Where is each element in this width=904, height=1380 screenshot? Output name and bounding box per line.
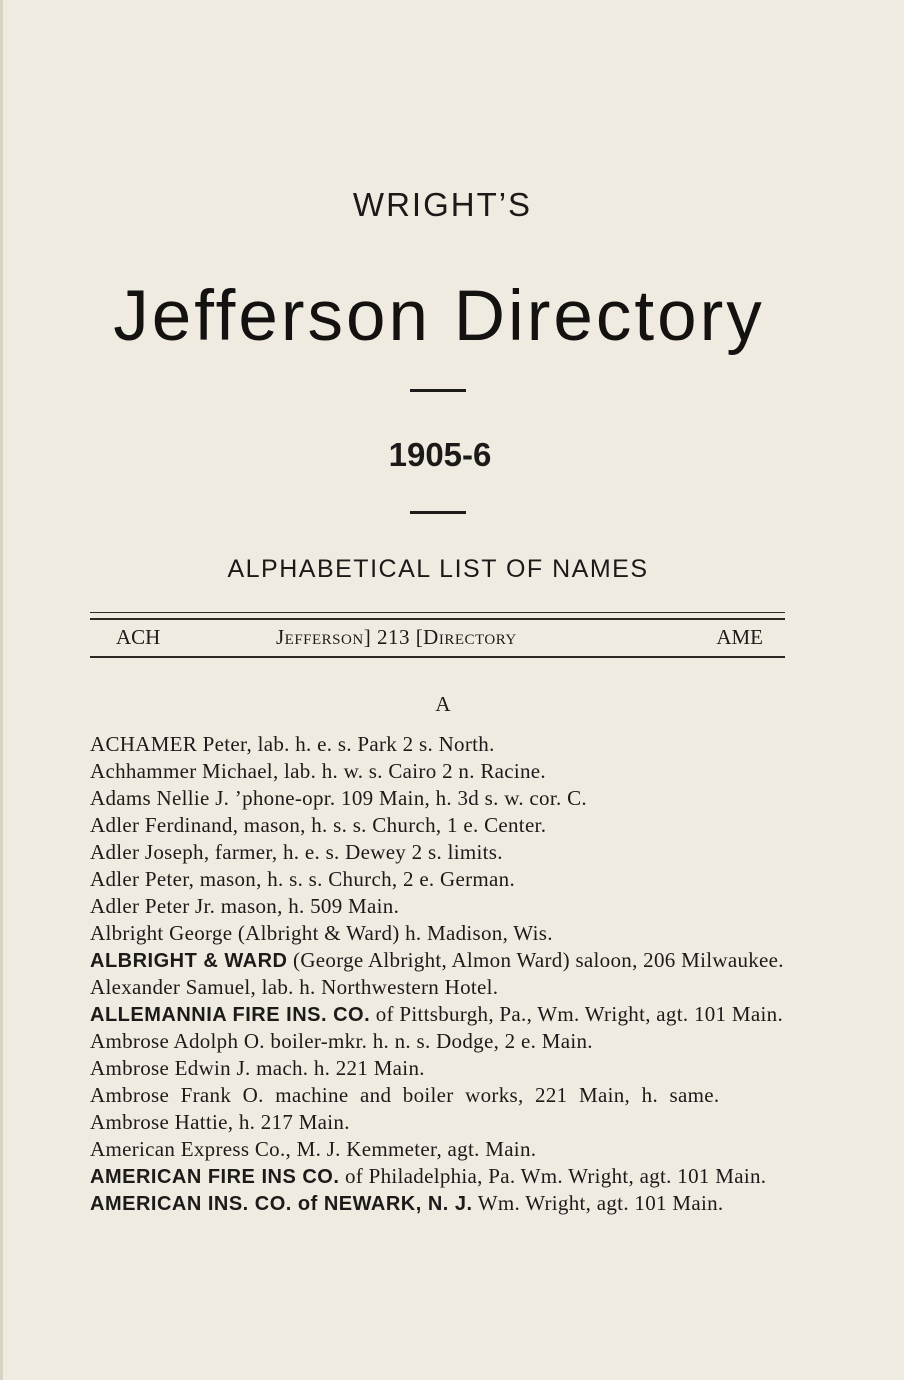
entry-text: Achhammer Michael, lab. h. w. s. Cairo 2 n. Racine.	[90, 759, 546, 783]
publisher-name: WRIGHT’S	[352, 186, 533, 223]
section-letter: A	[435, 692, 451, 716]
directory-entry	[90, 866, 786, 893]
entry-text: of Pittsburgh, Pa., Wm. Wright, agt. 101 Main.	[370, 1002, 783, 1026]
year-divider	[410, 511, 466, 514]
header-rule-top	[90, 612, 785, 613]
directory-entry	[90, 1109, 786, 1136]
entry-text: Adler Peter Jr. mason, h. 509 Main.	[90, 894, 400, 918]
list-subtitle: ALPHABETICAL LIST OF NAMES	[227, 555, 649, 583]
entry-text: Adler Joseph, farmer, h. e. s. Dewey 2 s. limits.	[90, 840, 503, 864]
entry-bold-name: AMERICAN FIRE INS CO.	[90, 1166, 340, 1188]
entry-text: of Philadelphia, Pa. Wm. Wright, agt. 101 Main.	[339, 1164, 767, 1188]
entry-text: Ambrose Edwin J. mach. h. 221 Main.	[90, 1056, 425, 1080]
directory-entry	[90, 1028, 786, 1055]
entry-text: Albright George (Albright & Ward) h. Madison, Wis.	[90, 921, 553, 945]
entry-text: Wm. Wright, agt. 101 Main.	[472, 1191, 724, 1215]
directory-entry	[90, 1163, 786, 1190]
running-head-title-page: Jefferson] 213 [Directory	[276, 625, 517, 649]
header-rule-bottom	[90, 656, 785, 658]
running-head-first-entry: ACH	[116, 625, 161, 649]
directory-entry	[90, 920, 786, 947]
running-head-last-entry: AME	[716, 625, 763, 649]
entry-text: Ambrose Frank O. machine and boiler works, 221 Main, h. same.	[90, 1083, 720, 1107]
entry-bold-name: ALLEMANNIA FIRE INS. CO.	[90, 1004, 371, 1026]
directory-entry	[90, 785, 786, 812]
book-title: Jefferson Directory	[113, 277, 765, 356]
edition-year: 1905-6	[388, 436, 492, 473]
entry-bold-name: ALBRIGHT & WARD	[90, 950, 288, 972]
directory-entry	[90, 758, 786, 785]
entry-text: Alexander Samuel, lab. h. Northwestern Hotel.	[90, 975, 499, 999]
directory-entry	[90, 893, 786, 920]
directory-entry	[90, 974, 786, 1001]
directory-entry	[90, 1082, 786, 1109]
entry-text: American Express Co., M. J. Kemmeter, agt. Main.	[90, 1137, 537, 1161]
header-rule-second	[90, 618, 785, 620]
entry-text: ACHAMER Peter, lab. h. e. s. Park 2 s. North.	[90, 732, 495, 756]
entry-text: Adler Peter, mason, h. s. s. Church, 2 e. German.	[90, 867, 516, 891]
directory-entry	[90, 1136, 786, 1163]
directory-entry	[90, 812, 786, 839]
running-head	[90, 625, 785, 651]
entry-bold-name: AMERICAN INS. CO. of NEWARK, N. J.	[90, 1193, 473, 1215]
entry-text: Adler Ferdinand, mason, h. s. s. Church, 1 e. Center.	[90, 813, 547, 837]
entry-text: Ambrose Adolph O. boiler-mkr. h. n. s. Dodge, 2 e. Main.	[90, 1029, 593, 1053]
directory-entry	[90, 1001, 786, 1028]
entry-text: Adams Nellie J. ’phone-opr. 109 Main, h. 3d s. w. cor. C.	[90, 786, 587, 810]
title-divider	[410, 389, 466, 392]
directory-entry	[90, 1190, 786, 1217]
directory-entry	[90, 947, 786, 974]
directory-entry	[90, 1055, 786, 1082]
entry-text: (George Albright, Almon Ward) saloon, 206 Milwaukee.	[287, 948, 784, 972]
directory-entries	[90, 731, 786, 1217]
directory-entry	[90, 731, 786, 758]
entry-text: Ambrose Hattie, h. 217 Main.	[90, 1110, 350, 1134]
directory-entry	[90, 839, 786, 866]
